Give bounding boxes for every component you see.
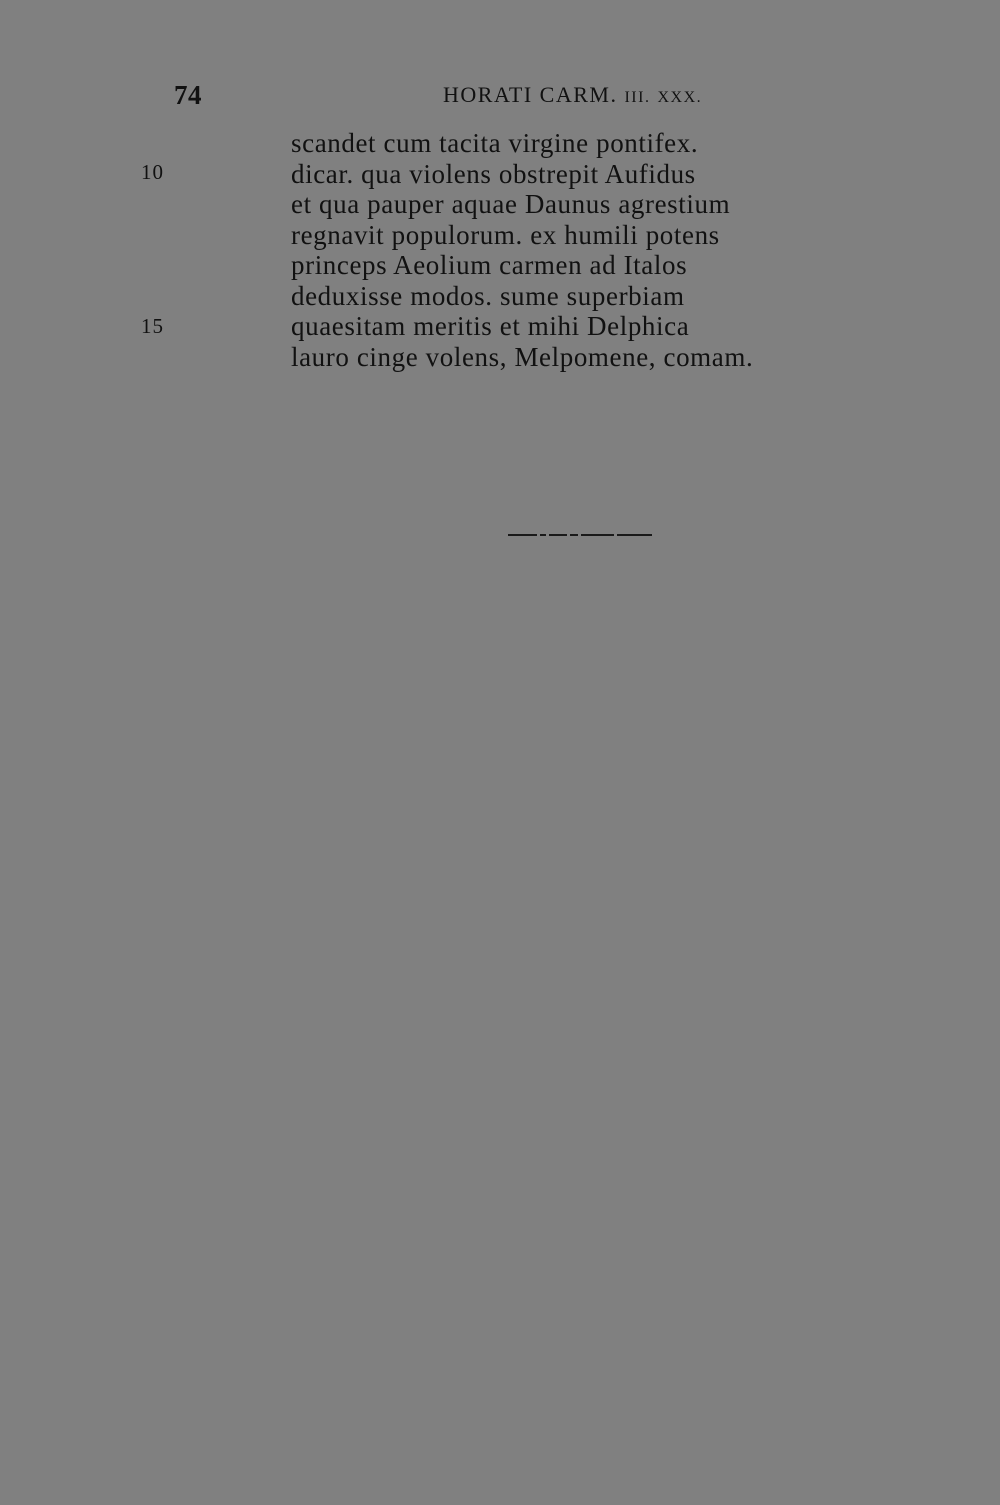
running-head-poem: XXX. (657, 89, 703, 106)
verse-line: deduxisse modos. sume superbiam (291, 280, 685, 311)
verse-line: regnavit populorum. ex humili potens (291, 219, 720, 250)
verse-line: princeps Aeolium carmen ad Italos (291, 250, 688, 280)
verse-line: quaesitam meritis et mihi Delphica (291, 311, 690, 341)
verse-line: et qua pauper aquae Daunus agrestium (291, 189, 731, 219)
running-head-title: HORATI CARM. (443, 82, 618, 107)
page-number: 74 (174, 80, 202, 110)
verse-line: scandet cum tacita virgine pontifex. (291, 128, 699, 158)
running-head-book: III. (624, 89, 651, 106)
end-rule-ornament (508, 534, 652, 536)
line-number-10: 10 (141, 160, 164, 184)
verse-line: lauro cinge volens, Melpomene, comam. (291, 341, 754, 372)
line-number-15: 15 (141, 314, 164, 338)
running-head (443, 82, 702, 108)
verse-line: dicar. qua violens obstrepit Aufidus (291, 158, 696, 189)
poem-verses (291, 128, 851, 372)
